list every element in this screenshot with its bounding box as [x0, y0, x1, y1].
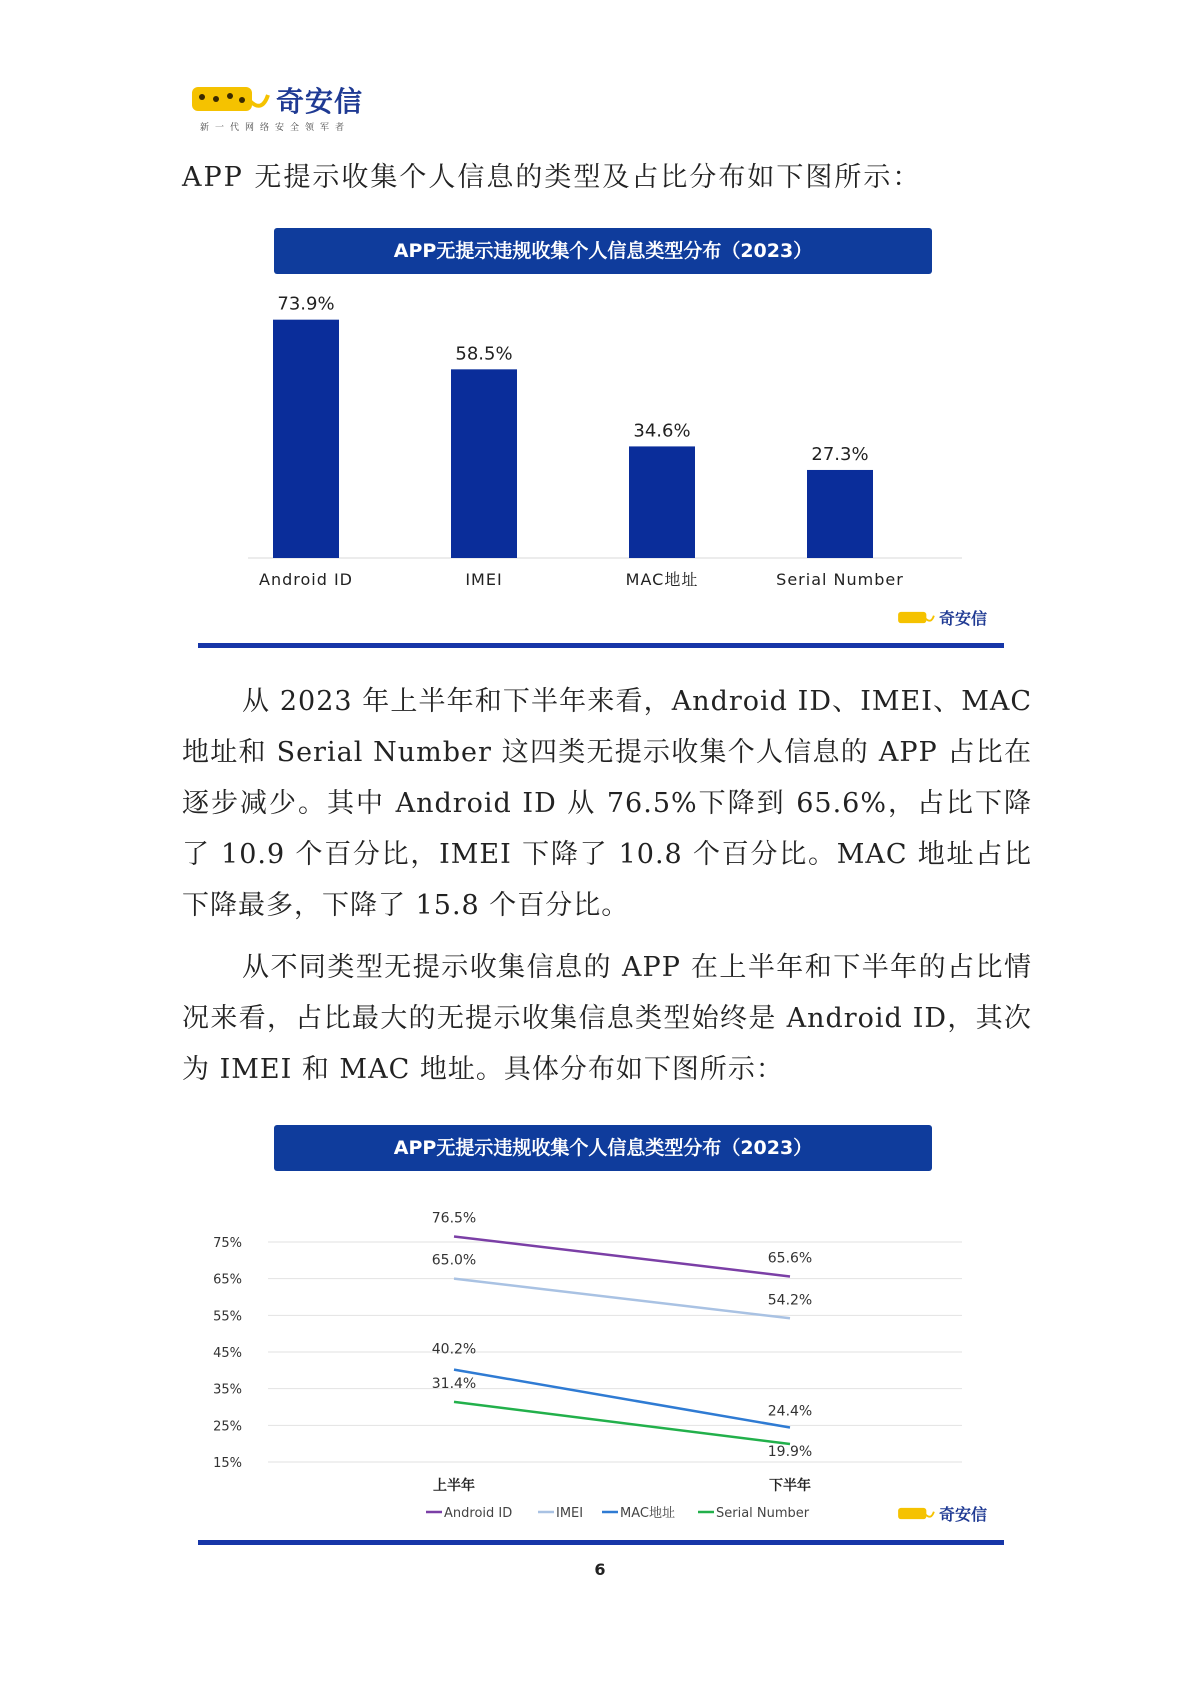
bar: [273, 320, 339, 558]
paragraph-1: [182, 676, 1032, 931]
y-tick-label: 15%: [213, 1456, 242, 1471]
line-data-label: 65.6%: [767, 1250, 813, 1267]
chart2-watermark: [896, 1502, 987, 1525]
legend-label: Serial Number: [716, 1506, 810, 1521]
bar-chart-title: APP无提示违规收集个人信息类型分布（2023）: [274, 228, 932, 274]
chart1-watermark: [896, 606, 987, 629]
y-tick-label: 65%: [213, 1272, 242, 1288]
page-number: 6: [594, 1560, 606, 1579]
brand-tagline: 新一代网络安全领军者: [200, 123, 351, 133]
y-tick-label: 25%: [213, 1419, 242, 1435]
bar-value-label: 34.6%: [633, 420, 691, 442]
bar-chart-bottom-rule: [198, 643, 1004, 648]
line-chart-title: APP无提示违规收集个人信息类型分布（2023）: [274, 1125, 932, 1171]
series-line: [454, 1402, 790, 1444]
y-tick-label: 55%: [213, 1309, 242, 1325]
bar-category-label: MAC地址: [625, 570, 699, 589]
line-data-label: 54.2%: [767, 1292, 813, 1309]
bar-chart: [198, 280, 1004, 640]
bar: [451, 369, 517, 558]
bar-category-label: Serial Number: [776, 570, 904, 589]
line-data-label: 76.5%: [431, 1210, 477, 1227]
bar: [807, 470, 873, 558]
line-chart-bottom-rule: [198, 1540, 1004, 1545]
bar-value-label: 58.5%: [455, 343, 513, 365]
y-tick-label: 75%: [213, 1236, 242, 1251]
bar: [629, 446, 695, 558]
series-line: [454, 1370, 790, 1428]
legend-label: IMEI: [556, 1506, 584, 1521]
y-tick-label: 35%: [213, 1382, 242, 1398]
line-chart: [198, 1180, 1004, 1540]
watermark-brand: 奇安信: [939, 1505, 988, 1524]
bar-category-label: IMEI: [465, 570, 503, 589]
legend-label: MAC地址: [620, 1506, 675, 1521]
series-line: [454, 1279, 790, 1319]
bar-category-label: Android ID: [259, 570, 353, 589]
qianxin-logo: [190, 80, 363, 120]
paragraph-2-text: 从不同类型无提示收集信息的 APP 在上半年和下半年的占比情况来看，占比最大的无提示收集信息类型始终是 Android ID，其次为 IMEI 和 MAC 地址。具体分布如下图所示：: [182, 952, 1032, 1085]
watermark-brand: 奇安信: [939, 609, 988, 628]
paragraph-1-text: 从 2023 年上半年和下半年来看，Android ID、IMEI、MAC 地址和 Serial Number 这四类无提示收集个人信息的 APP 占比在逐步减少。其中 Android ID 从 76.5%下降到 65.6%，占比下降了 10.9 个百分比，IMEI 下降了 10.8 个百分比。MAC 地址占比下降最多，下降了 15.8 个百分比。: [182, 686, 1032, 921]
line-data-label: 31.4%: [431, 1375, 477, 1392]
line-data-label: 40.2%: [431, 1341, 477, 1358]
line-data-label: 19.9%: [767, 1444, 813, 1461]
intro-text: APP 无提示收集个人信息的类型及占比分布如下图所示：: [182, 162, 922, 193]
qianxin-mascot-icon: [190, 83, 270, 117]
qianxin-mascot-icon: [896, 1506, 936, 1522]
brand-name: 奇安信: [276, 85, 364, 118]
bar-value-label: 73.9%: [277, 293, 335, 315]
line-data-label: 24.4%: [767, 1403, 813, 1420]
paragraph-2: [182, 942, 1032, 1095]
bar-value-label: 27.3%: [811, 443, 869, 465]
legend-label: Android ID: [444, 1506, 513, 1521]
x-category-label: 上半年: [433, 1478, 475, 1494]
line-data-label: 65.0%: [431, 1252, 477, 1269]
x-category-label: 下半年: [769, 1478, 811, 1494]
y-tick-label: 45%: [213, 1346, 242, 1361]
qianxin-mascot-icon: [896, 610, 936, 626]
